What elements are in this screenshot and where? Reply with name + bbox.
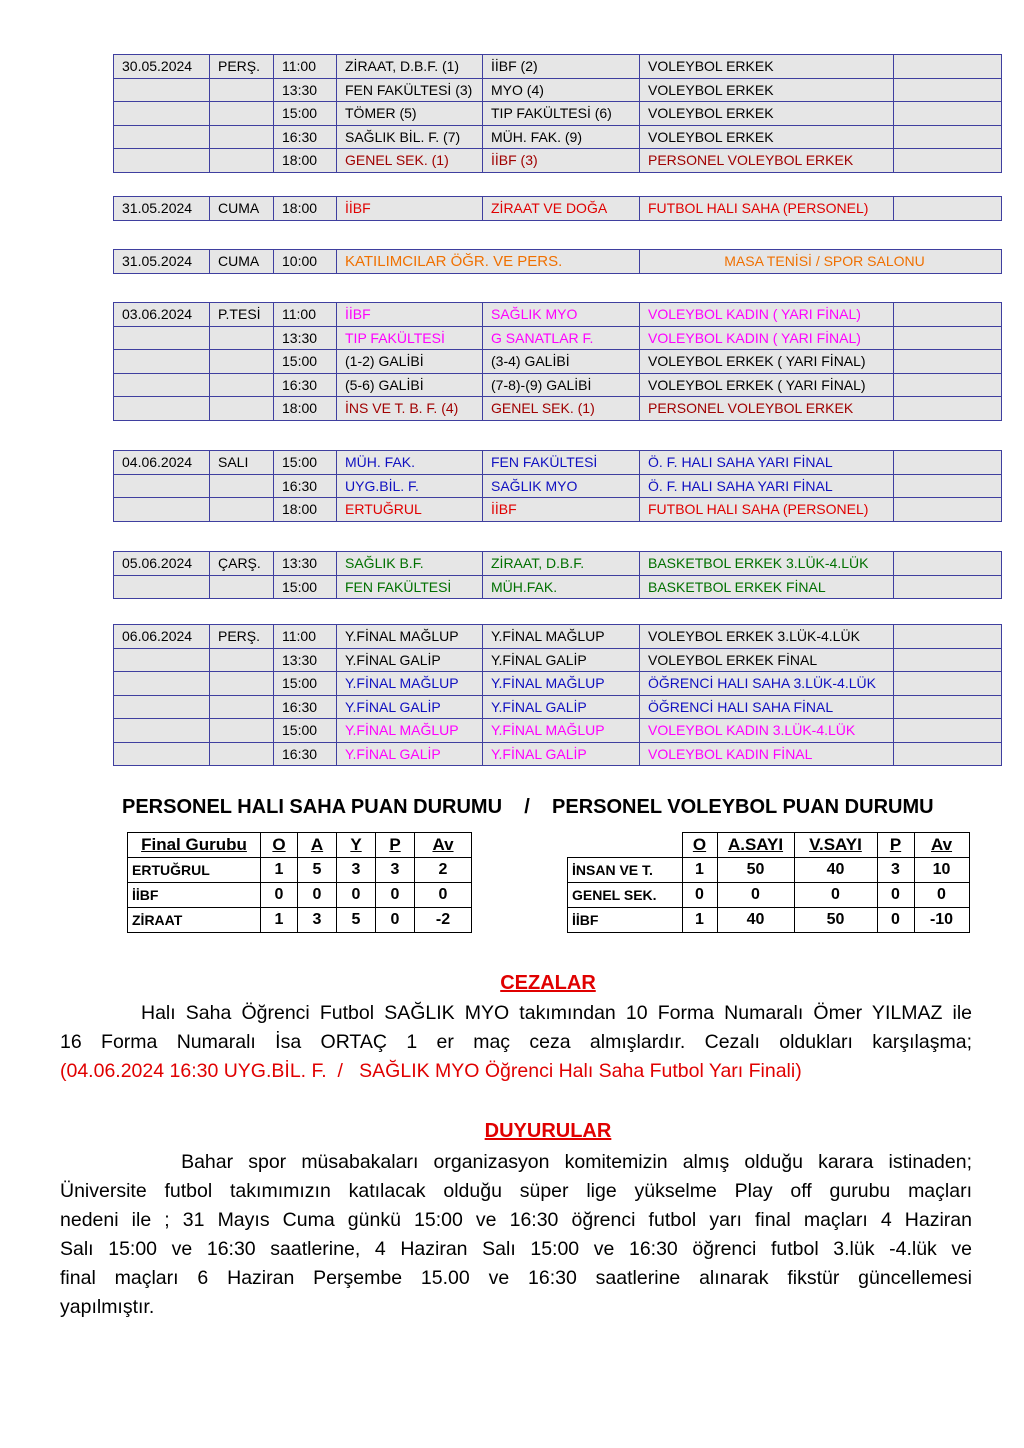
standings-value: 3 — [337, 858, 376, 883]
fixture-table-06-06 — [113, 624, 1002, 766]
match-team-2: Y.FİNAL GALİP — [483, 695, 640, 719]
match-team-2: MÜH. FAK. (9) — [483, 125, 640, 149]
standings-value: 1 — [682, 858, 717, 883]
match-time: 11:00 — [274, 55, 337, 79]
match-note — [894, 498, 1002, 522]
match-team-2: İİBF — [483, 498, 640, 522]
volleyball-standings-table — [567, 832, 970, 933]
fixture-row — [114, 552, 1002, 576]
match-day — [210, 742, 274, 766]
match-date — [114, 719, 210, 743]
match-team-2: İİBF (2) — [483, 55, 640, 79]
match-note — [894, 125, 1002, 149]
match-team-2: ZİRAAT, D.B.F. — [483, 552, 640, 576]
match-day — [210, 125, 274, 149]
fixture-row — [114, 197, 1002, 221]
standings-value: 0 — [682, 883, 717, 908]
match-day — [210, 350, 274, 374]
match-date — [114, 373, 210, 397]
match-team-1: Y.FİNAL MAĞLUP — [337, 672, 483, 696]
match-time: 10:00 — [274, 250, 337, 274]
match-note — [894, 149, 1002, 173]
football-standings-table — [127, 832, 472, 933]
standings-value: 1 — [682, 908, 717, 933]
match-day: CUMA — [210, 197, 274, 221]
match-team-2: SAĞLIK MYO — [483, 303, 640, 327]
match-event: BASKETBOL ERKEK FİNAL — [640, 575, 894, 599]
match-date: 31.05.2024 — [114, 197, 210, 221]
match-team-2: Y.FİNAL GALİP — [483, 648, 640, 672]
fixture-row — [114, 742, 1002, 766]
standings-value: 3 — [376, 858, 415, 883]
standings-value: 50 — [794, 908, 877, 933]
match-team-1: Y.FİNAL GALİP — [337, 648, 483, 672]
standings-value: 5 — [298, 858, 337, 883]
match-day — [210, 326, 274, 350]
match-time: 15:00 — [274, 451, 337, 475]
standings-header-cell: P — [376, 833, 415, 858]
match-day — [210, 102, 274, 126]
match-day — [210, 672, 274, 696]
standings-value: 3 — [877, 858, 914, 883]
standings-header-cell: Y — [337, 833, 376, 858]
fixture-table-03-06 — [113, 302, 1002, 421]
match-team-2: MYO (4) — [483, 78, 640, 102]
match-team-2: Y.FİNAL GALİP — [483, 742, 640, 766]
match-event: VOLEYBOL ERKEK — [640, 125, 894, 149]
match-time: 13:30 — [274, 326, 337, 350]
match-day — [210, 719, 274, 743]
announcement-line: nedeni ile ; 31 Mayıs Cuma günkü 15:00 ve 16:30 öğrenci futbol yarı final maçları 4 Haziran — [60, 1209, 972, 1231]
match-day: ÇARŞ. — [210, 552, 274, 576]
match-date: 31.05.2024 — [114, 250, 210, 274]
match-note — [894, 672, 1002, 696]
match-date — [114, 695, 210, 719]
standings-value: -10 — [914, 908, 969, 933]
match-time: 18:00 — [274, 197, 337, 221]
fixture-table-05-06 — [113, 551, 1002, 599]
match-note — [894, 55, 1002, 79]
match-team-2: TIP FAKÜLTESİ (6) — [483, 102, 640, 126]
match-day: P.TESİ — [210, 303, 274, 327]
match-event: VOLEYBOL ERKEK ( YARI FİNAL) — [640, 373, 894, 397]
match-team-1: Y.FİNAL GALİP — [337, 695, 483, 719]
match-note — [894, 350, 1002, 374]
match-note — [894, 197, 1002, 221]
standings-value: 0 — [877, 883, 914, 908]
match-time: 11:00 — [274, 625, 337, 649]
standings-value: 0 — [914, 883, 969, 908]
match-team-2: İİBF (3) — [483, 149, 640, 173]
match-note — [894, 648, 1002, 672]
match-team-2: Y.FİNAL MAĞLUP — [483, 672, 640, 696]
match-team-1: (1-2) GALİBİ — [337, 350, 483, 374]
match-date — [114, 672, 210, 696]
fixture-row — [114, 149, 1002, 173]
standings-value: 1 — [261, 858, 298, 883]
standings-value: 10 — [914, 858, 969, 883]
match-day — [210, 474, 274, 498]
standings-value: 50 — [717, 858, 794, 883]
match-date — [114, 326, 210, 350]
standings-header-cell: V.SAYI — [794, 833, 877, 858]
match-team-1: KATILIMCILAR ÖĞR. VE PERS. — [337, 250, 640, 274]
announcement-line: yapılmıştır. — [60, 1296, 155, 1318]
match-time: 15:00 — [274, 350, 337, 374]
match-team-2: Y.FİNAL MAĞLUP — [483, 625, 640, 649]
volleyball-standings-header — [568, 833, 970, 858]
match-event: VOLEYBOL ERKEK — [640, 102, 894, 126]
match-event: ÖĞRENCİ HALI SAHA 3.LÜK-4.LÜK — [640, 672, 894, 696]
standings-value: 0 — [337, 883, 376, 908]
match-team-1: Y.FİNAL MAĞLUP — [337, 719, 483, 743]
match-date: 04.06.2024 — [114, 451, 210, 475]
match-team-1: İİBF — [337, 303, 483, 327]
match-time: 15:00 — [274, 719, 337, 743]
match-team-1: TÖMER (5) — [337, 102, 483, 126]
match-note — [894, 373, 1002, 397]
fixture-row — [114, 373, 1002, 397]
match-time: 16:30 — [274, 125, 337, 149]
match-note — [894, 451, 1002, 475]
match-time: 18:00 — [274, 149, 337, 173]
match-team-1: UYG.BİL. F. — [337, 474, 483, 498]
match-date — [114, 575, 210, 599]
match-event: VOLEYBOL ERKEK — [640, 55, 894, 79]
standings-header-cell: Av — [914, 833, 969, 858]
match-day: PERŞ. — [210, 55, 274, 79]
penalties-line-1: Halı Saha Öğrenci Futbol SAĞLIK MYO takımından 10 Forma Numaralı Ömer YILMAZ ile — [60, 1002, 972, 1024]
standings-team: ZİRAAT — [128, 908, 261, 933]
match-note — [894, 625, 1002, 649]
standings-header-cell: P — [877, 833, 914, 858]
match-event: VOLEYBOL ERKEK ( YARI FİNAL) — [640, 350, 894, 374]
fixture-row — [114, 498, 1002, 522]
standings-value: 0 — [261, 883, 298, 908]
match-day — [210, 648, 274, 672]
announcement-line: Üniversite futbol takımımızın katılacak olduğu süper lige yükselme Play off gurubu maçları — [60, 1180, 972, 1202]
match-event: BASKETBOL ERKEK 3.LÜK-4.LÜK — [640, 552, 894, 576]
standings-team: İNSAN VE T. — [568, 858, 683, 883]
announcement-line: Salı 15:00 ve 16:30 saatlerine, 4 Haziran Salı 15:00 ve 16:30 öğrenci futbol 3.lük -4.lük ve — [60, 1238, 972, 1260]
match-day: CUMA — [210, 250, 274, 274]
fixture-row — [114, 672, 1002, 696]
standings-team: ERTUĞRUL — [128, 858, 261, 883]
match-time: 16:30 — [274, 474, 337, 498]
match-team-2: ZİRAAT VE DOĞA — [483, 197, 640, 221]
match-day — [210, 575, 274, 599]
match-team-2: G SANATLAR F. — [483, 326, 640, 350]
fixture-row — [114, 695, 1002, 719]
match-note — [894, 102, 1002, 126]
standings-value: 0 — [298, 883, 337, 908]
match-team-2: FEN FAKÜLTESİ — [483, 451, 640, 475]
standings-value: 0 — [877, 908, 914, 933]
match-date: 06.06.2024 — [114, 625, 210, 649]
fixture-row — [114, 78, 1002, 102]
match-time: 18:00 — [274, 498, 337, 522]
match-time: 13:30 — [274, 78, 337, 102]
match-day: SALI — [210, 451, 274, 475]
match-note — [894, 326, 1002, 350]
standings-value: 0 — [376, 908, 415, 933]
match-time: 16:30 — [274, 742, 337, 766]
match-team-2: (3-4) GALİBİ — [483, 350, 640, 374]
match-day: PERŞ. — [210, 625, 274, 649]
match-date — [114, 498, 210, 522]
match-team-1: TIP FAKÜLTESİ — [337, 326, 483, 350]
match-time: 15:00 — [274, 575, 337, 599]
match-date — [114, 350, 210, 374]
match-team-1: FEN FAKÜLTESİ (3) — [337, 78, 483, 102]
match-time: 15:00 — [274, 672, 337, 696]
match-day — [210, 695, 274, 719]
fixture-row — [114, 55, 1002, 79]
match-team-1: SAĞLIK BİL. F. (7) — [337, 125, 483, 149]
match-team-1: (5-6) GALİBİ — [337, 373, 483, 397]
standings-value: 40 — [717, 908, 794, 933]
match-event: PERSONEL VOLEYBOL ERKEK — [640, 149, 894, 173]
match-team-1: Y.FİNAL MAĞLUP — [337, 625, 483, 649]
match-date — [114, 125, 210, 149]
fixture-row — [114, 326, 1002, 350]
standings-header-cell: Av — [415, 833, 472, 858]
standings-value: 0 — [717, 883, 794, 908]
penalties-text — [60, 999, 972, 1086]
standings-value: 40 — [794, 858, 877, 883]
standings-value: 1 — [261, 908, 298, 933]
fixture-table-31-05-table-tennis — [113, 249, 1002, 274]
match-event: PERSONEL VOLEYBOL ERKEK — [640, 397, 894, 421]
match-time: 13:30 — [274, 648, 337, 672]
match-date — [114, 648, 210, 672]
standings-title: PERSONEL HALI SAHA PUAN DURUMU / PERSONEL VOLEYBOL PUAN DURUMU — [122, 796, 934, 818]
match-team-2: GENEL SEK. (1) — [483, 397, 640, 421]
match-team-1: GENEL SEK. (1) — [337, 149, 483, 173]
standings-row — [128, 908, 472, 933]
match-date — [114, 149, 210, 173]
standings-row — [128, 883, 472, 908]
match-date — [114, 742, 210, 766]
match-note — [894, 552, 1002, 576]
fixture-row — [114, 575, 1002, 599]
standings-header-cell — [568, 833, 683, 858]
standings-row — [568, 908, 970, 933]
fixture-row — [114, 303, 1002, 327]
match-event: ÖĞRENCİ HALI SAHA FİNAL — [640, 695, 894, 719]
fixture-row — [114, 125, 1002, 149]
match-event: Ö. F. HALI SAHA YARI FİNAL — [640, 451, 894, 475]
match-time: 11:00 — [274, 303, 337, 327]
match-event: VOLEYBOL KADIN FİNAL — [640, 742, 894, 766]
match-team-2: MÜH.FAK. — [483, 575, 640, 599]
match-event: FUTBOL HALI SAHA (PERSONEL) — [640, 498, 894, 522]
standings-header-cell: O — [682, 833, 717, 858]
fixture-table-31-05-football — [113, 196, 1002, 221]
match-team-1: Y.FİNAL GALİP — [337, 742, 483, 766]
match-time: 18:00 — [274, 397, 337, 421]
standings-row — [568, 883, 970, 908]
match-event: VOLEYBOL ERKEK FİNAL — [640, 648, 894, 672]
standings-team: GENEL SEK. — [568, 883, 683, 908]
penalties-title: CEZALAR — [500, 972, 596, 994]
penalties-match-line: (04.06.2024 16:30 UYG.BİL. F. / SAĞLIK MYO Öğrenci Halı Saha Futbol Yarı Finali) — [60, 1060, 802, 1082]
match-note — [894, 303, 1002, 327]
match-note — [894, 575, 1002, 599]
match-note — [894, 719, 1002, 743]
match-team-1: ZİRAAT, D.B.F. (1) — [337, 55, 483, 79]
fixture-row — [114, 250, 1002, 274]
standings-row — [128, 858, 472, 883]
match-event: VOLEYBOL ERKEK 3.LÜK-4.LÜK — [640, 625, 894, 649]
match-event: FUTBOL HALI SAHA (PERSONEL) — [640, 197, 894, 221]
announcement-line: Bahar spor müsabakaları organizasyon komitemizin almış olduğu karara istinaden; — [60, 1151, 972, 1173]
fixture-row — [114, 719, 1002, 743]
announcements-text — [60, 1148, 972, 1322]
standings-header-cell: A.SAYI — [717, 833, 794, 858]
match-date — [114, 78, 210, 102]
match-date: 30.05.2024 — [114, 55, 210, 79]
match-event: MASA TENİSİ / SPOR SALONU — [640, 250, 1002, 274]
standings-value: 0 — [794, 883, 877, 908]
fixture-table-04-06 — [113, 450, 1002, 522]
standings-header-cell: A — [298, 833, 337, 858]
fixture-row — [114, 102, 1002, 126]
match-day — [210, 149, 274, 173]
match-date — [114, 474, 210, 498]
match-date — [114, 397, 210, 421]
match-note — [894, 474, 1002, 498]
match-event: Ö. F. HALI SAHA YARI FİNAL — [640, 474, 894, 498]
match-team-1: SAĞLIK B.F. — [337, 552, 483, 576]
match-day — [210, 373, 274, 397]
standings-value: 2 — [415, 858, 472, 883]
standings-value: -2 — [415, 908, 472, 933]
match-team-1: İİBF — [337, 197, 483, 221]
fixture-row — [114, 451, 1002, 475]
match-team-1: İNS VE T. B. F. (4) — [337, 397, 483, 421]
match-time: 16:30 — [274, 695, 337, 719]
match-team-1: ERTUĞRUL — [337, 498, 483, 522]
match-time: 16:30 — [274, 373, 337, 397]
fixture-table-30-05 — [113, 54, 1002, 173]
standings-team: İİBF — [568, 908, 683, 933]
match-event: VOLEYBOL ERKEK — [640, 78, 894, 102]
match-event: VOLEYBOL KADIN ( YARI FİNAL) — [640, 326, 894, 350]
match-date: 03.06.2024 — [114, 303, 210, 327]
match-time: 15:00 — [274, 102, 337, 126]
standings-value: 0 — [376, 883, 415, 908]
match-team-2: SAĞLIK MYO — [483, 474, 640, 498]
announcements-title: DUYURULAR — [484, 1120, 612, 1142]
standings-row — [568, 858, 970, 883]
match-note — [894, 78, 1002, 102]
standings-team: İİBF — [128, 883, 261, 908]
announcement-line: final maçları 6 Haziran Perşembe 15.00 ve 16:30 saatlerine alınarak fikstür güncellemesi — [60, 1267, 972, 1289]
match-note — [894, 397, 1002, 421]
standings-value: 3 — [298, 908, 337, 933]
match-date — [114, 102, 210, 126]
match-event: VOLEYBOL KADIN ( YARI FİNAL) — [640, 303, 894, 327]
fixture-row — [114, 625, 1002, 649]
match-time: 13:30 — [274, 552, 337, 576]
fixture-row — [114, 397, 1002, 421]
fixture-row — [114, 648, 1002, 672]
fixture-row — [114, 350, 1002, 374]
standings-header-cell: O — [261, 833, 298, 858]
penalties-line-2: 16 Forma Numaralı İsa ORTAÇ 1 er maç ceza almışlardır. Cezalı oldukları karşılaşma; — [60, 1031, 972, 1053]
standings-header-cell: Final Gurubu — [128, 833, 261, 858]
match-note — [894, 695, 1002, 719]
match-event: VOLEYBOL KADIN 3.LÜK-4.LÜK — [640, 719, 894, 743]
standings-value: 0 — [415, 883, 472, 908]
match-team-1: MÜH. FAK. — [337, 451, 483, 475]
match-team-1: FEN FAKÜLTESİ — [337, 575, 483, 599]
match-date: 05.06.2024 — [114, 552, 210, 576]
match-day — [210, 498, 274, 522]
match-note — [894, 742, 1002, 766]
football-standings-header — [128, 833, 472, 858]
match-day — [210, 78, 274, 102]
match-team-2: Y.FİNAL MAĞLUP — [483, 719, 640, 743]
match-day — [210, 397, 274, 421]
match-team-2: (7-8)-(9) GALİBİ — [483, 373, 640, 397]
fixture-row — [114, 474, 1002, 498]
standings-value: 5 — [337, 908, 376, 933]
